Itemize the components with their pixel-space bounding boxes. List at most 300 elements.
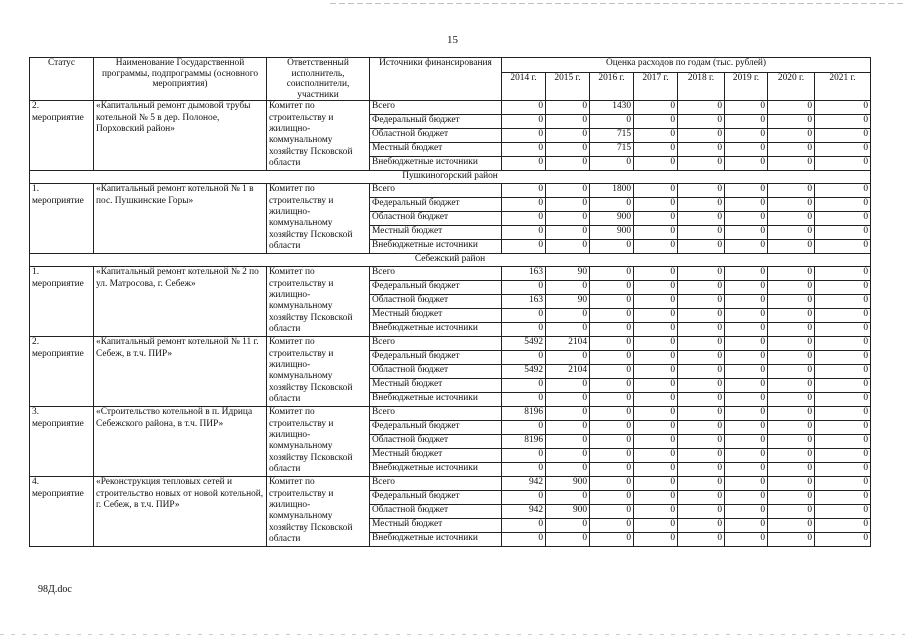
expense-value-cell: 0 (502, 143, 546, 157)
expense-value-cell: 0 (725, 267, 768, 281)
expense-value-cell: 0 (768, 365, 815, 379)
expense-value-cell: 0 (678, 323, 725, 337)
expense-value-cell: 0 (678, 295, 725, 309)
funding-source-cell: Всего (370, 101, 502, 115)
expense-value-cell: 0 (590, 477, 634, 491)
expense-value-cell: 0 (768, 101, 815, 115)
expense-value-cell: 0 (725, 323, 768, 337)
status-cell: 3. мероприятие (30, 407, 94, 477)
expense-value-cell: 0 (815, 184, 871, 198)
expense-value-cell: 0 (634, 337, 678, 351)
expense-value-cell: 0 (634, 212, 678, 226)
header-year: 2015 г. (546, 73, 590, 101)
expense-value-cell: 0 (590, 435, 634, 449)
header-year: 2017 г. (634, 73, 678, 101)
expense-value-cell: 0 (678, 212, 725, 226)
expense-value-cell: 0 (678, 519, 725, 533)
expense-value-cell: 0 (634, 365, 678, 379)
expense-value-cell: 163 (502, 295, 546, 309)
expense-value-cell: 0 (768, 115, 815, 129)
expense-value-cell: 0 (634, 519, 678, 533)
expense-value-cell: 0 (590, 198, 634, 212)
expense-value-cell: 0 (634, 129, 678, 143)
expense-value-cell: 0 (546, 115, 590, 129)
expense-value-cell: 0 (634, 226, 678, 240)
expense-value-cell: 0 (590, 491, 634, 505)
table-row (30, 477, 871, 491)
expense-value-cell: 0 (768, 309, 815, 323)
expense-value-cell: 0 (815, 129, 871, 143)
expense-value-cell: 0 (502, 491, 546, 505)
expense-value-cell: 0 (634, 421, 678, 435)
expense-value-cell: 0 (768, 533, 815, 547)
expense-value-cell: 0 (815, 115, 871, 129)
expense-value-cell: 715 (590, 143, 634, 157)
expense-value-cell: 0 (590, 267, 634, 281)
expense-value-cell: 0 (768, 351, 815, 365)
expense-value-cell: 0 (815, 281, 871, 295)
status-cell: 4. мероприятие (30, 477, 94, 547)
header-expenses: Оценка расходов по годам (тыс. рублей) (502, 58, 871, 73)
expense-value-cell: 0 (725, 212, 768, 226)
expense-value-cell: 0 (768, 157, 815, 171)
expense-value-cell: 900 (546, 477, 590, 491)
expense-value-cell: 0 (546, 281, 590, 295)
expense-value-cell: 0 (502, 101, 546, 115)
status-cell: 1. мероприятие (30, 267, 94, 337)
expense-value-cell: 0 (678, 351, 725, 365)
expense-value-cell: 0 (815, 519, 871, 533)
expense-value-cell: 0 (768, 393, 815, 407)
expense-value-cell: 0 (815, 226, 871, 240)
expense-value-cell: 0 (502, 533, 546, 547)
expense-value-cell: 5492 (502, 365, 546, 379)
expense-value-cell: 0 (678, 491, 725, 505)
budget-table (29, 57, 871, 547)
expense-value-cell: 0 (678, 379, 725, 393)
expense-value-cell: 0 (678, 463, 725, 477)
expense-value-cell: 0 (768, 407, 815, 421)
expense-value-cell: 0 (678, 533, 725, 547)
expense-value-cell: 0 (590, 157, 634, 171)
funding-source-cell: Внебюджетные источники (370, 463, 502, 477)
expense-value-cell: 0 (768, 379, 815, 393)
expense-value-cell: 0 (502, 198, 546, 212)
executor-cell: Комитет по строительству и жилищно-коммунальному хозяйству Псковской области (267, 184, 370, 254)
expense-value-cell: 0 (678, 115, 725, 129)
expense-value-cell: 8196 (502, 435, 546, 449)
header-year: 2020 г. (768, 73, 815, 101)
expense-value-cell: 0 (725, 143, 768, 157)
funding-source-cell: Областной бюджет (370, 212, 502, 226)
expense-value-cell: 0 (768, 435, 815, 449)
funding-source-cell: Областной бюджет (370, 365, 502, 379)
expense-value-cell: 0 (815, 435, 871, 449)
expense-value-cell: 0 (815, 421, 871, 435)
funding-source-cell: Местный бюджет (370, 519, 502, 533)
expense-value-cell: 0 (678, 449, 725, 463)
expense-value-cell: 0 (546, 309, 590, 323)
expense-value-cell: 0 (590, 463, 634, 477)
expense-value-cell: 0 (678, 101, 725, 115)
expense-value-cell: 0 (815, 337, 871, 351)
expense-value-cell: 0 (634, 198, 678, 212)
table-row (30, 337, 871, 351)
expense-value-cell: 0 (725, 157, 768, 171)
expense-value-cell: 0 (678, 198, 725, 212)
expense-value-cell: 0 (546, 212, 590, 226)
header-name: Наименование Государственной программы, подпрограммы (основного мероприятия) (94, 58, 267, 101)
expense-value-cell: 0 (725, 240, 768, 254)
expense-value-cell: 0 (815, 143, 871, 157)
expense-value-cell: 0 (634, 184, 678, 198)
expense-value-cell: 0 (634, 449, 678, 463)
expense-value-cell: 715 (590, 129, 634, 143)
expense-value-cell: 0 (725, 463, 768, 477)
expense-value-cell: 0 (768, 143, 815, 157)
expense-value-cell: 0 (815, 491, 871, 505)
expense-value-cell: 0 (815, 198, 871, 212)
expense-value-cell: 0 (502, 449, 546, 463)
funding-source-cell: Федеральный бюджет (370, 198, 502, 212)
funding-source-cell: Всего (370, 267, 502, 281)
expense-value-cell: 0 (815, 379, 871, 393)
expense-value-cell: 0 (725, 491, 768, 505)
expense-value-cell: 0 (768, 337, 815, 351)
expense-value-cell: 0 (546, 184, 590, 198)
expense-value-cell: 1800 (590, 184, 634, 198)
expense-value-cell: 8196 (502, 407, 546, 421)
expense-value-cell: 0 (546, 323, 590, 337)
expense-value-cell: 0 (725, 101, 768, 115)
expense-value-cell: 0 (768, 463, 815, 477)
header-year: 2019 г. (725, 73, 768, 101)
expense-value-cell: 0 (768, 449, 815, 463)
expense-value-cell: 0 (725, 309, 768, 323)
expense-value-cell: 0 (590, 533, 634, 547)
expense-value-cell: 0 (678, 129, 725, 143)
expense-value-cell: 0 (502, 129, 546, 143)
status-cell: 1. мероприятие (30, 184, 94, 254)
funding-source-cell: Внебюджетные источники (370, 393, 502, 407)
expense-value-cell: 90 (546, 267, 590, 281)
funding-source-cell: Областной бюджет (370, 295, 502, 309)
expense-value-cell: 0 (725, 393, 768, 407)
expense-value-cell: 0 (634, 295, 678, 309)
expense-value-cell: 0 (725, 295, 768, 309)
expense-value-cell: 0 (502, 240, 546, 254)
expense-value-cell: 0 (678, 184, 725, 198)
expense-value-cell: 0 (634, 157, 678, 171)
expense-value-cell: 0 (546, 421, 590, 435)
funding-source-cell: Всего (370, 337, 502, 351)
scan-artifact-top (330, 3, 905, 4)
district-row (30, 254, 871, 267)
expense-value-cell: 0 (725, 115, 768, 129)
expense-value-cell: 942 (502, 477, 546, 491)
expense-value-cell: 0 (815, 463, 871, 477)
expense-value-cell: 0 (815, 505, 871, 519)
expense-value-cell: 0 (678, 157, 725, 171)
expense-value-cell: 0 (768, 226, 815, 240)
expense-value-cell: 0 (725, 421, 768, 435)
expense-value-cell: 0 (590, 323, 634, 337)
expense-value-cell: 0 (768, 323, 815, 337)
expense-value-cell: 0 (678, 226, 725, 240)
district-name: Себежский район (30, 254, 871, 267)
executor-cell: Комитет по строительству и жилищно-коммунальному хозяйству Псковской области (267, 337, 370, 407)
expense-value-cell: 0 (546, 101, 590, 115)
expense-value-cell: 0 (546, 351, 590, 365)
expense-value-cell: 0 (815, 365, 871, 379)
footer-filename: 98Д.doc (38, 584, 72, 595)
expense-value-cell: 0 (815, 407, 871, 421)
funding-source-cell: Областной бюджет (370, 505, 502, 519)
expense-value-cell: 0 (634, 435, 678, 449)
header-executor: Ответственный исполнитель, соисполнители, участники (267, 58, 370, 101)
expense-value-cell: 0 (546, 519, 590, 533)
expense-value-cell: 0 (502, 212, 546, 226)
expense-value-cell: 900 (590, 226, 634, 240)
expense-value-cell: 0 (634, 491, 678, 505)
expense-value-cell: 0 (678, 435, 725, 449)
expense-value-cell: 0 (768, 421, 815, 435)
expense-value-cell: 0 (815, 323, 871, 337)
expense-value-cell: 0 (634, 407, 678, 421)
expense-value-cell: 0 (590, 379, 634, 393)
expense-value-cell: 0 (725, 365, 768, 379)
event-name-cell: «Строительство котельной в п. Идрица Себежского района, в т.ч. ПИР» (94, 407, 267, 477)
expense-value-cell: 0 (815, 212, 871, 226)
expense-value-cell: 2104 (546, 365, 590, 379)
expense-value-cell: 0 (546, 226, 590, 240)
expense-value-cell: 0 (634, 351, 678, 365)
expense-value-cell: 0 (678, 365, 725, 379)
expense-value-cell: 0 (590, 407, 634, 421)
funding-source-cell: Федеральный бюджет (370, 491, 502, 505)
table-row (30, 407, 871, 421)
status-cell: 2. мероприятие (30, 337, 94, 407)
expense-value-cell: 0 (502, 157, 546, 171)
expense-value-cell: 0 (546, 143, 590, 157)
header-year: 2018 г. (678, 73, 725, 101)
funding-source-cell: Внебюджетные источники (370, 157, 502, 171)
expense-value-cell: 5492 (502, 337, 546, 351)
executor-cell: Комитет по строительству и жилищно-коммунальному хозяйству Псковской области (267, 101, 370, 171)
expense-value-cell: 0 (590, 115, 634, 129)
expense-value-cell: 0 (725, 129, 768, 143)
expense-value-cell: 0 (725, 449, 768, 463)
expense-value-cell: 0 (546, 129, 590, 143)
funding-source-cell: Местный бюджет (370, 379, 502, 393)
event-name-cell: «Капитальный ремонт котельной № 1 в пос. Пушкинские Горы» (94, 184, 267, 254)
header-status: Статус (30, 58, 94, 101)
table-row (30, 267, 871, 281)
funding-source-cell: Всего (370, 477, 502, 491)
expense-value-cell: 0 (634, 115, 678, 129)
expense-value-cell: 0 (590, 295, 634, 309)
funding-source-cell: Федеральный бюджет (370, 351, 502, 365)
table-row (30, 101, 871, 115)
expense-value-cell: 0 (502, 519, 546, 533)
expense-value-cell: 0 (725, 281, 768, 295)
table-header (30, 58, 871, 101)
expense-value-cell: 0 (634, 477, 678, 491)
expense-value-cell: 0 (590, 337, 634, 351)
expense-value-cell: 0 (725, 435, 768, 449)
expense-value-cell: 0 (768, 184, 815, 198)
expense-value-cell: 0 (590, 505, 634, 519)
event-name-cell: «Капитальный ремонт котельной № 2 по ул. Матросова, г. Себеж» (94, 267, 267, 337)
expense-value-cell: 0 (768, 240, 815, 254)
district-row (30, 171, 871, 184)
expense-value-cell: 0 (815, 267, 871, 281)
expense-value-cell: 0 (590, 240, 634, 254)
expense-value-cell: 0 (590, 519, 634, 533)
expense-value-cell: 0 (634, 533, 678, 547)
event-name-cell: «Реконструкция тепловых сетей и строительство новых от новой котельной, г. Себеж, в т.ч. ПИР» (94, 477, 267, 547)
expense-value-cell: 0 (768, 281, 815, 295)
expense-value-cell: 0 (546, 463, 590, 477)
expense-value-cell: 0 (815, 351, 871, 365)
expense-value-cell: 0 (678, 337, 725, 351)
expense-value-cell: 0 (678, 143, 725, 157)
expense-value-cell: 0 (815, 309, 871, 323)
page-number: 15 (447, 34, 458, 46)
expense-value-cell: 0 (502, 351, 546, 365)
expense-value-cell: 0 (725, 226, 768, 240)
header-sources: Источники финансирования (370, 58, 502, 101)
district-name: Пушкиногорский район (30, 171, 871, 184)
expense-value-cell: 0 (678, 477, 725, 491)
expense-value-cell: 900 (590, 212, 634, 226)
expense-value-cell: 0 (815, 295, 871, 309)
expense-value-cell: 0 (546, 379, 590, 393)
expense-value-cell: 0 (725, 198, 768, 212)
expense-value-cell: 0 (725, 184, 768, 198)
expense-value-cell: 0 (725, 379, 768, 393)
expense-value-cell: 0 (546, 198, 590, 212)
expense-value-cell: 0 (725, 351, 768, 365)
expense-value-cell: 0 (768, 295, 815, 309)
expense-value-cell: 0 (815, 533, 871, 547)
expense-value-cell: 0 (634, 267, 678, 281)
funding-source-cell: Внебюджетные источники (370, 323, 502, 337)
expense-value-cell: 90 (546, 295, 590, 309)
expense-value-cell: 0 (768, 477, 815, 491)
expense-value-cell: 0 (815, 449, 871, 463)
expense-value-cell: 0 (634, 463, 678, 477)
executor-cell: Комитет по строительству и жилищно-коммунальному хозяйству Псковской области (267, 267, 370, 337)
expense-value-cell: 0 (502, 379, 546, 393)
expense-value-cell: 0 (502, 226, 546, 240)
table-body (30, 101, 871, 547)
expense-value-cell: 0 (502, 281, 546, 295)
status-cell: 2. мероприятие (30, 101, 94, 171)
expense-value-cell: 942 (502, 505, 546, 519)
funding-source-cell: Всего (370, 407, 502, 421)
table-row (30, 184, 871, 198)
expense-value-cell: 0 (815, 240, 871, 254)
expense-value-cell: 0 (815, 393, 871, 407)
expense-value-cell: 0 (678, 505, 725, 519)
expense-value-cell: 0 (502, 393, 546, 407)
expense-value-cell: 0 (678, 421, 725, 435)
expense-value-cell: 0 (590, 309, 634, 323)
expense-value-cell: 0 (546, 449, 590, 463)
expense-value-cell: 0 (725, 505, 768, 519)
executor-cell: Комитет по строительству и жилищно-коммунальному хозяйству Псковской области (267, 477, 370, 547)
expense-value-cell: 900 (546, 505, 590, 519)
expense-value-cell: 0 (546, 435, 590, 449)
funding-source-cell: Федеральный бюджет (370, 281, 502, 295)
expense-value-cell: 0 (634, 240, 678, 254)
expense-value-cell: 0 (546, 240, 590, 254)
event-name-cell: «Капитальный ремонт дымовой трубы котельной № 5 в дер. Полоное, Порховский район» (94, 101, 267, 171)
expense-value-cell: 0 (768, 129, 815, 143)
expense-value-cell: 0 (725, 477, 768, 491)
header-year: 2021 г. (815, 73, 871, 101)
expense-value-cell: 0 (590, 365, 634, 379)
expense-value-cell: 0 (502, 184, 546, 198)
expense-value-cell: 0 (768, 519, 815, 533)
header-year: 2016 г. (590, 73, 634, 101)
expense-value-cell: 0 (546, 407, 590, 421)
expense-value-cell: 0 (678, 309, 725, 323)
funding-source-cell: Федеральный бюджет (370, 421, 502, 435)
expense-value-cell: 0 (634, 379, 678, 393)
expense-value-cell: 0 (546, 157, 590, 171)
expense-value-cell: 0 (678, 281, 725, 295)
executor-cell: Комитет по строительству и жилищно-коммунальному хозяйству Псковской области (267, 407, 370, 477)
expense-value-cell: 0 (725, 407, 768, 421)
event-name-cell: «Капитальный ремонт котельной № 11 г. Себеж, в т.ч. ПИР» (94, 337, 267, 407)
expense-value-cell: 0 (634, 505, 678, 519)
expense-value-cell: 0 (590, 421, 634, 435)
expense-value-cell: 0 (768, 212, 815, 226)
expense-value-cell: 0 (546, 491, 590, 505)
expense-value-cell: 0 (678, 240, 725, 254)
expense-value-cell: 0 (634, 323, 678, 337)
expense-value-cell: 0 (725, 533, 768, 547)
expense-value-cell: 0 (546, 533, 590, 547)
expense-value-cell: 0 (768, 198, 815, 212)
expense-value-cell: 0 (725, 337, 768, 351)
expense-value-cell: 0 (768, 505, 815, 519)
expense-value-cell: 0 (634, 309, 678, 323)
scan-artifact-bottom (0, 634, 905, 635)
expense-value-cell: 0 (678, 407, 725, 421)
expense-value-cell: 0 (502, 323, 546, 337)
expense-value-cell: 0 (768, 267, 815, 281)
expense-value-cell: 0 (590, 393, 634, 407)
expense-value-cell: 2104 (546, 337, 590, 351)
expense-value-cell: 0 (815, 157, 871, 171)
funding-source-cell: Внебюджетные источники (370, 240, 502, 254)
expense-value-cell: 0 (502, 463, 546, 477)
expense-value-cell: 0 (502, 421, 546, 435)
expense-value-cell: 0 (678, 267, 725, 281)
expense-value-cell: 0 (678, 393, 725, 407)
funding-source-cell: Местный бюджет (370, 226, 502, 240)
funding-source-cell: Областной бюджет (370, 435, 502, 449)
funding-source-cell: Федеральный бюджет (370, 115, 502, 129)
expense-value-cell: 0 (634, 281, 678, 295)
expense-value-cell: 0 (590, 281, 634, 295)
expense-value-cell: 0 (546, 393, 590, 407)
expense-value-cell: 0 (590, 449, 634, 463)
expense-value-cell: 0 (815, 101, 871, 115)
